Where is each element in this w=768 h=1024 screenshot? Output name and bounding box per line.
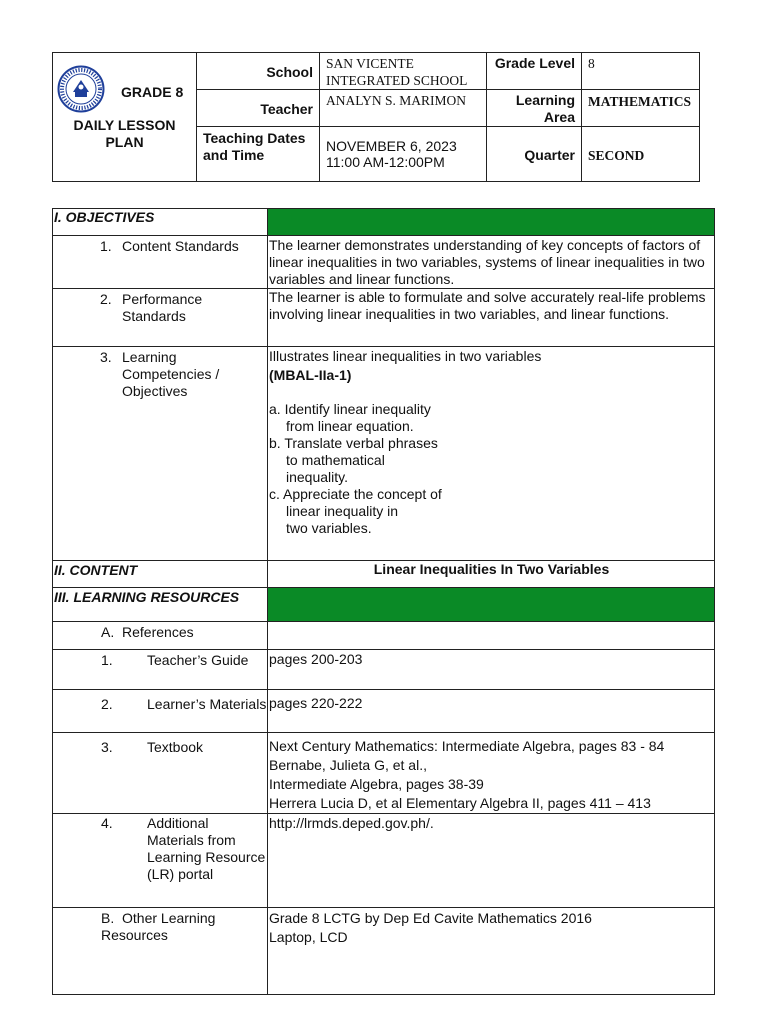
teacher-label: Teacher xyxy=(197,90,320,127)
references-label-cell xyxy=(53,622,268,650)
grade-level-value: 8 xyxy=(582,53,700,90)
references-label: A. References xyxy=(101,624,194,640)
other-resources-line: Laptop, LCD xyxy=(269,929,348,945)
textbook-line: Bernabe, Julieta G, et al., xyxy=(269,757,427,773)
item-number: 1. xyxy=(100,238,112,254)
header-table xyxy=(52,52,700,182)
content-standards-label: Content Standards xyxy=(122,238,239,254)
textbook-label: Textbook xyxy=(147,739,204,755)
deped-seal-icon xyxy=(57,65,105,113)
grade-heading: GRADE 8 xyxy=(121,84,184,100)
textbook-line: Herrera Lucia D, et al Elementary Algebra II, pages 411 – 413 xyxy=(269,795,651,811)
item-number: 1. xyxy=(101,652,113,668)
resources-green-bar xyxy=(268,588,715,622)
grade-level-label: Grade Level xyxy=(487,53,582,90)
item-number: 2. xyxy=(100,291,112,307)
item-number: 3. xyxy=(100,349,112,365)
learning-area-label: Learning Area xyxy=(487,90,582,127)
item-number: 2. xyxy=(101,696,113,712)
objective-b: b. Translate verbal phrases xyxy=(269,435,438,451)
quarter-label: Quarter xyxy=(487,127,582,182)
objective-a: a. Identify linear inequality xyxy=(269,401,431,417)
dates-label: Teaching Dates and Time xyxy=(197,127,320,182)
other-resources-value xyxy=(268,908,715,995)
content-standards-text xyxy=(268,236,715,289)
objective-a-cont: from linear equation. xyxy=(286,418,414,434)
teachers-guide-value xyxy=(268,650,715,690)
lr-portal-label: Additional Materials from Learning Resource (LR) portal xyxy=(147,815,266,882)
objective-list xyxy=(269,401,714,537)
school-label: School xyxy=(197,53,320,90)
item-number: 3. xyxy=(101,739,113,755)
learning-area-value: MATHEMATICS xyxy=(582,90,700,127)
plan-title: DAILY LESSON PLAN xyxy=(73,117,176,150)
learners-materials-value xyxy=(268,690,715,733)
other-resources-label: B. Other Learning Resources xyxy=(101,910,220,943)
learners-materials-pages: pages 220-222 xyxy=(269,695,363,711)
performance-standards-text xyxy=(268,289,715,347)
content-standards-value: The learner demonstrates understanding of key concepts of factors of linear inequalities in two variables, systems of linear inequalities in two variables and linear functions. xyxy=(269,237,705,287)
competencies-cell xyxy=(268,347,715,561)
school-value: SAN VICENTE INTEGRATED SCHOOL xyxy=(320,53,487,90)
textbook-value xyxy=(268,733,715,814)
dates-value xyxy=(320,127,487,182)
textbook-line: Intermediate Algebra, pages 38-39 xyxy=(269,776,484,792)
objective-c: c. Appreciate the concept of xyxy=(269,486,442,502)
performance-standards-label: Performance Standards xyxy=(122,291,203,324)
lr-portal-url: http://lrmds.deped.gov.ph/. xyxy=(269,815,434,831)
teachers-guide-label-cell xyxy=(53,650,268,690)
teachers-guide-label: Teacher’s Guide xyxy=(147,652,249,668)
objective-c-cont: linear inequality in xyxy=(286,503,399,519)
performance-standards-label-cell xyxy=(53,289,268,347)
performance-standards-value: The learner is able to formulate and solve accurately real-life problems involving linear inequalities in two variables, and linear functions. xyxy=(269,289,706,322)
objective-b-cont: inequality. xyxy=(286,469,349,485)
other-resources-line: Grade 8 LCTG by Dep Ed Cavite Mathematics 2016 xyxy=(269,910,592,926)
content-heading: II. CONTENT xyxy=(53,561,268,588)
lesson-plan-table xyxy=(52,208,715,995)
teachers-guide-pages: pages 200-203 xyxy=(269,651,363,667)
textbook-label-cell xyxy=(53,733,268,814)
references-value xyxy=(268,622,715,650)
title-cell xyxy=(53,53,197,182)
resources-heading: III. LEARNING RESOURCES xyxy=(53,588,268,622)
objectives-heading: I. OBJECTIVES xyxy=(53,209,268,236)
quarter-value: SECOND xyxy=(582,127,700,182)
learners-materials-label: Learner’s Materials xyxy=(147,696,267,712)
time-value: 11:00 AM-12:00PM xyxy=(326,154,445,170)
competencies-label: Learning Competencies / Objectives xyxy=(122,349,220,399)
lr-portal-value xyxy=(268,814,715,908)
objective-c-cont: two variables. xyxy=(286,520,372,536)
item-number: 4. xyxy=(101,815,113,831)
learners-materials-label-cell xyxy=(53,690,268,733)
objective-b-cont: to mathematical xyxy=(286,452,385,468)
teacher-value: ANALYN S. MARIMON xyxy=(320,90,487,127)
other-resources-label-cell xyxy=(53,908,268,995)
competencies-code: (MBAL-IIa-1) xyxy=(269,367,352,383)
date-value: NOVEMBER 6, 2023 xyxy=(326,138,457,154)
content-standards-label-cell xyxy=(53,236,268,289)
competencies-intro: Illustrates linear inequalities in two variables xyxy=(269,348,542,364)
objectives-green-bar xyxy=(268,209,715,236)
textbook-line: Next Century Mathematics: Intermediate Algebra, pages 83 - 84 xyxy=(269,738,665,754)
competencies-label-cell xyxy=(53,347,268,561)
content-value: Linear Inequalities In Two Variables xyxy=(268,561,715,588)
lr-portal-label-cell xyxy=(53,814,268,908)
